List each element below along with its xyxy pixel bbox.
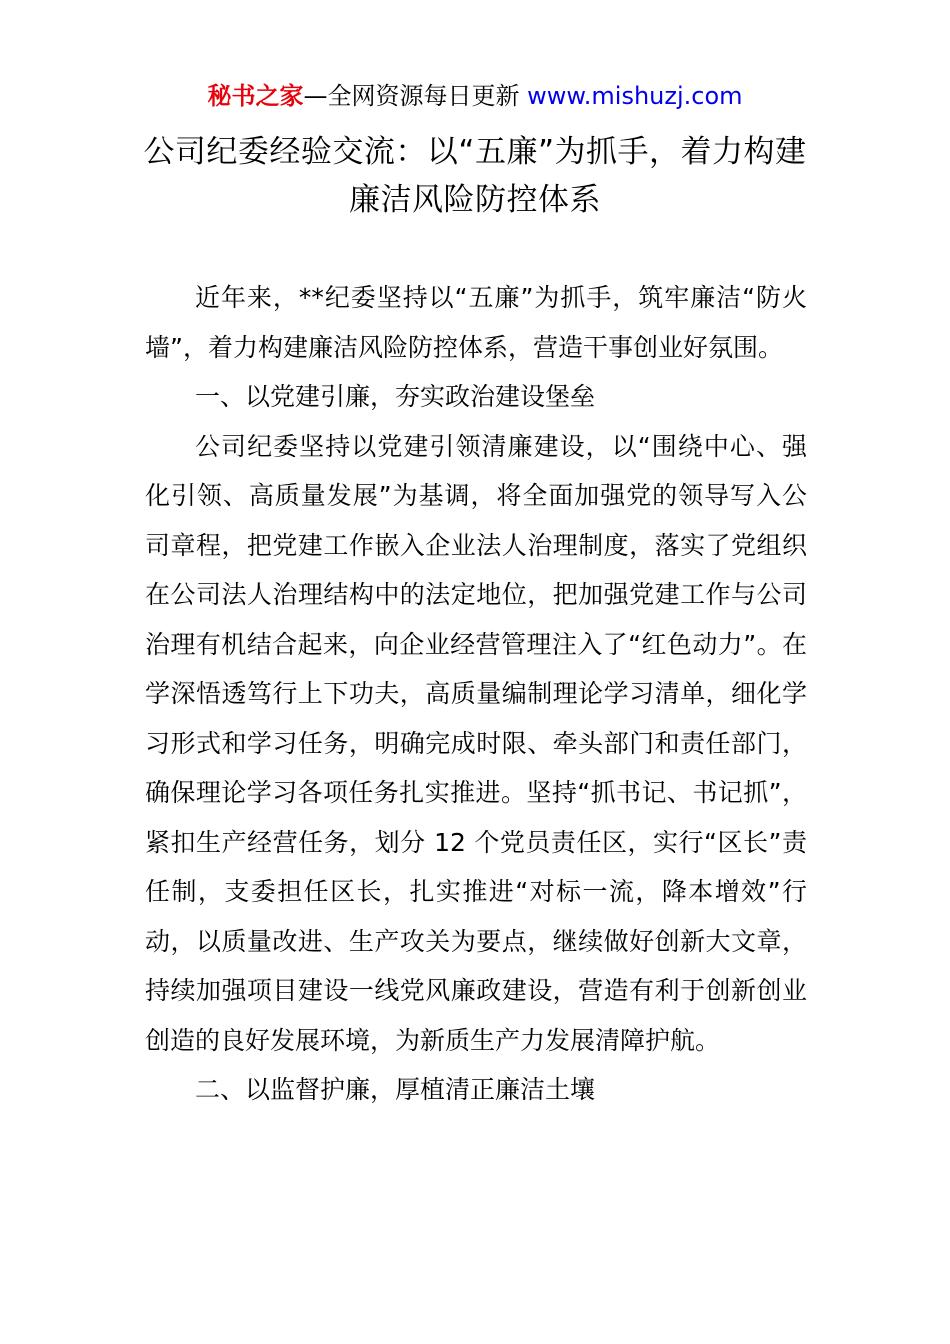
site-header (0, 80, 950, 112)
document-title: 公司纪委经验交流：以“五廉”为抓手，着力构建廉洁风险防控体系 (143, 134, 807, 218)
section-heading-2: 二、以监督护廉，厚植清正廉洁土壤 (195, 1075, 596, 1104)
document-body (145, 273, 807, 1115)
brand-name: 秘书之家 (207, 82, 304, 110)
header-tagline: —全网资源每日更新 (303, 82, 520, 110)
body-paragraph: 公司纪委坚持以党建引领清廉建设，以“围绕中心、强化引领、高质量发展”为基调，将全面加强党的领导写入公司章程，把党建工作嵌入企业法人治理制度，落实了党组织在公司法人治理结构中的法定地位，把加强党建工作与公司治理有机结合起来，向企业经营管理注入了“红色动力”。在学深悟透笃行上下功夫，高质量编制理论学习清单，细化学习形式和学习任务，明确完成时限、牵头部门和责任部门，确保理论学习各项任务扎实推进。坚持“抓书记、书记抓”，紧扣生产经营任务，划分 12 个党员责任区，实行“区长”责任制，支委担任区长，扎实推进“对标一流，降本增效”行动，以质量改进、生产攻关为要点，继续做好创新大文章，持续加强项目建设一线党风廉政建设，营造有利于创新创业创造的良好发展环境，为新质生产力发展清障护航。 (145, 431, 807, 1055)
section-heading-1: 一、以党建引廉，夯实政治建设堡垒 (195, 382, 596, 411)
intro-paragraph: 近年来，**纪委坚持以“五廉”为抓手，筑牢廉洁“防火墙”，着力构建廉洁风险防控体系，营造干事创业好氛围。 (145, 283, 807, 362)
site-url-link[interactable]: www.mishuzj.com (527, 82, 743, 110)
